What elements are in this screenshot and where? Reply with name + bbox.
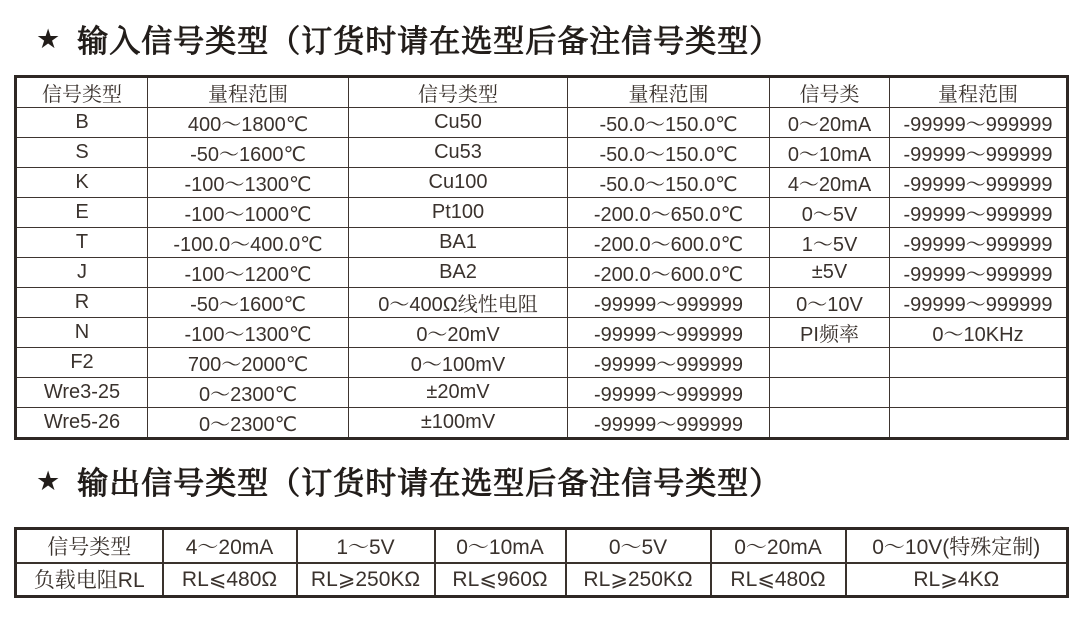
table-cell [770,408,890,439]
table-cell: 1～5V [297,529,435,563]
table-cell: 0～20mV [349,318,568,348]
header-cell: 信号类型 [349,77,568,108]
table-cell: -50.0～150.0℃ [568,168,770,198]
table-cell: E [16,198,148,228]
output-signal-table [14,527,1069,598]
table-cell [770,348,890,378]
table-cell: 0～400Ω线性电阻 [349,288,568,318]
table-cell: J [16,258,148,288]
header-cell: 量程范围 [148,77,349,108]
table-cell [890,378,1068,408]
table-cell: 0～20mA [770,108,890,138]
table-cell: 负载电阻RL [16,563,163,597]
table-row [16,288,1068,318]
output-section-title [36,458,781,503]
table-row [16,168,1068,198]
table-row [16,198,1068,228]
table-cell: Cu53 [349,138,568,168]
table-cell: 0～2300℃ [148,408,349,439]
input-section-title [36,16,781,61]
table-cell: F2 [16,348,148,378]
table-cell: B [16,108,148,138]
table-row [16,318,1068,348]
table-cell: -100～1300℃ [148,318,349,348]
table-cell: -99999～999999 [890,258,1068,288]
table-cell: Cu50 [349,108,568,138]
table-cell: -100～1300℃ [148,168,349,198]
table-cell: N [16,318,148,348]
table-cell: -100.0～400.0℃ [148,228,349,258]
table-cell: PI频率 [770,318,890,348]
table-cell: 0～5V [566,529,711,563]
table-cell: BA2 [349,258,568,288]
table-row [16,563,1068,597]
table-cell: ±5V [770,258,890,288]
table-cell: -99999～999999 [890,288,1068,318]
table-cell [890,408,1068,439]
table-cell: Wre3-25 [16,378,148,408]
table-cell: BA1 [349,228,568,258]
table-cell: 0～100mV [349,348,568,378]
table-cell: S [16,138,148,168]
table-cell: RL⩾250KΩ [297,563,435,597]
header-cell: 信号类型 [16,77,148,108]
table-row [16,348,1068,378]
table-cell: ±20mV [349,378,568,408]
table-row [16,408,1068,439]
table-row [16,378,1068,408]
table-cell: -99999～999999 [568,408,770,439]
table-cell: Cu100 [349,168,568,198]
table-cell: Pt100 [349,198,568,228]
table-cell: -99999～999999 [568,288,770,318]
table-cell: 0～2300℃ [148,378,349,408]
table-cell: -200.0～650.0℃ [568,198,770,228]
table-cell: RL⩾250KΩ [566,563,711,597]
table-cell: -99999～999999 [890,228,1068,258]
table-cell: T [16,228,148,258]
table-cell: -99999～999999 [568,318,770,348]
table-cell: RL⩽480Ω [711,563,846,597]
table-cell: 1～5V [770,228,890,258]
input-signal-table [14,75,1069,440]
header-cell: 信号类 [770,77,890,108]
table-cell: 0～10V(特殊定制) [846,529,1068,563]
star-icon: ★ [36,24,62,54]
table-cell: ±100mV [349,408,568,439]
table-cell: 信号类型 [16,529,163,563]
table-cell: -99999～999999 [568,348,770,378]
table-cell: -50.0～150.0℃ [568,138,770,168]
table-cell: -99999～999999 [568,378,770,408]
table-row [16,138,1068,168]
header-cell: 量程范围 [568,77,770,108]
table-row [16,228,1068,258]
table-row [16,108,1068,138]
table-cell: R [16,288,148,318]
table-cell: -50～1600℃ [148,138,349,168]
table-cell: RL⩽960Ω [435,563,566,597]
table-cell: -99999～999999 [890,138,1068,168]
table-cell: 0～10mA [435,529,566,563]
table-cell: 700～2000℃ [148,348,349,378]
table-cell: 0～20mA [711,529,846,563]
table-cell: -99999～999999 [890,198,1068,228]
table-cell: -200.0～600.0℃ [568,258,770,288]
table-cell: -50.0～150.0℃ [568,108,770,138]
table-cell: -50～1600℃ [148,288,349,318]
table-cell: 0～10KHz [890,318,1068,348]
table-cell: -99999～999999 [890,108,1068,138]
table-cell [890,348,1068,378]
table-cell: -100～1000℃ [148,198,349,228]
output-section-title-text: 输出信号类型（订货时请在选型后备注信号类型） [77,466,782,501]
table-cell: -200.0～600.0℃ [568,228,770,258]
table-cell: 0～5V [770,198,890,228]
table-cell: RL⩾4KΩ [846,563,1068,597]
table-cell: RL⩽480Ω [163,563,297,597]
table-cell: 0～10V [770,288,890,318]
header-row [16,77,1068,108]
table-cell: -99999～999999 [890,168,1068,198]
table-cell: -100～1200℃ [148,258,349,288]
header-cell: 量程范围 [890,77,1068,108]
table-cell: K [16,168,148,198]
table-cell: 0～10mA [770,138,890,168]
table-cell: 400～1800℃ [148,108,349,138]
table-cell: Wre5-26 [16,408,148,439]
table-row [16,258,1068,288]
table-cell: 4～20mA [163,529,297,563]
table-cell: 4～20mA [770,168,890,198]
table-cell [770,378,890,408]
star-icon: ★ [36,466,62,496]
input-section-title-text: 输入信号类型（订货时请在选型后备注信号类型） [77,24,782,59]
table-row [16,529,1068,563]
